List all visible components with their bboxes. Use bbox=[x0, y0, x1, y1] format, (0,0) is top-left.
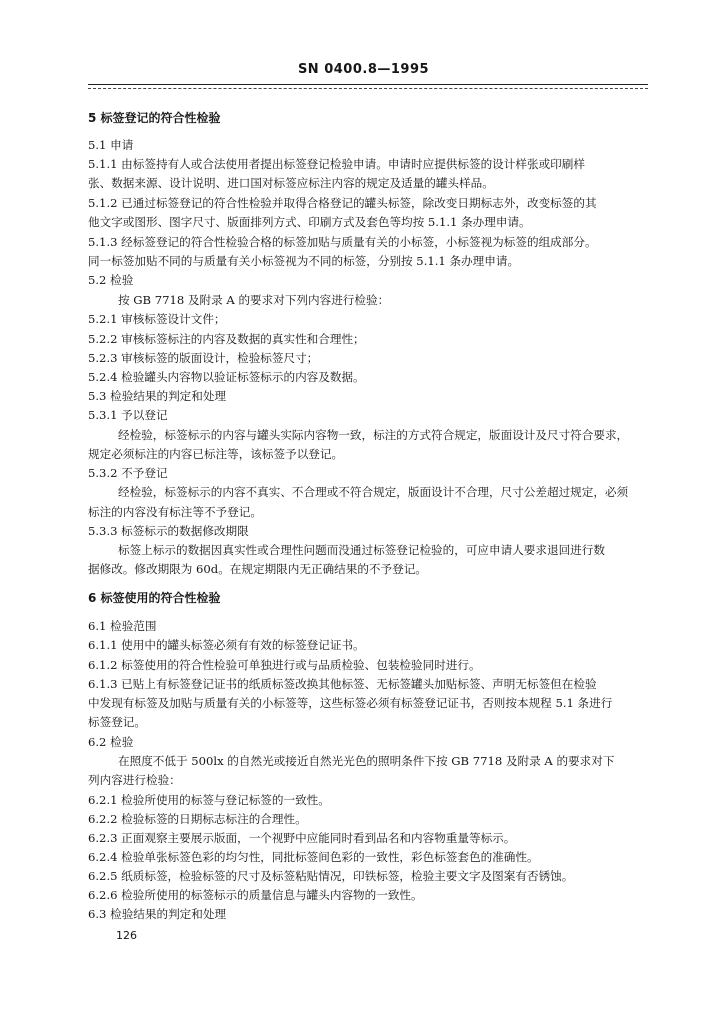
section-5-3-heading: 5.3 检验结果的判定和处理 bbox=[88, 389, 227, 403]
item-6-2-1: 6.2.1 检验所使用的标签与登记标签的一致性。 bbox=[88, 793, 330, 807]
section-5-heading: 5 标签登记的符合性检验 bbox=[88, 111, 221, 125]
para-5-3-2: 经检验，标签标示的内容不真实、不合理或不符合规定，版面设计不合理，尺寸公差超过规定，必须 bbox=[118, 485, 629, 499]
item-6-2-5: 6.2.5 纸质标签，检验标签的尺寸及标签粘贴情况，印铁标签，检验主要文字及图案有否锈蚀。 bbox=[88, 869, 574, 883]
para-6-1-3: 6.1.3 已贴上有标签登记证书的纸质标签改换其他标签、无标签罐头加贴标签、声明无标签但在检验 bbox=[88, 677, 597, 691]
para-5-3-2-cont: 标注的内容没有标注等不予登记。 bbox=[88, 505, 262, 519]
item-5-2-2: 5.2.2 审核标签标注的内容及数据的真实性和合理性； bbox=[88, 332, 365, 346]
para-6-2-intro-cont: 列内容进行检验： bbox=[88, 773, 181, 787]
item-6-1-1: 6.1.1 使用中的罐头标签必须有有效的标签登记证书。 bbox=[88, 638, 365, 652]
para-5-3-3: 标签上标示的数据因真实性或合理性问题而没通过标签登记检验的，可应申请人要求退回进行数 bbox=[118, 543, 605, 557]
section-6-2-heading: 6.2 检验 bbox=[88, 735, 134, 749]
para-5-2-intro: 按 GB 7718 及附录 A 的要求对下列内容进行检验： bbox=[118, 293, 390, 307]
standard-number-header: SN 0400.8—1995 bbox=[297, 62, 430, 77]
section-5-2-heading: 5.2 检验 bbox=[88, 273, 134, 287]
para-5-3-1-cont: 规定必须标注的内容已标注等，该标签予以登记。 bbox=[88, 447, 344, 461]
header-rule-dashed bbox=[88, 88, 648, 89]
para-5-1-3-cont: 同一标签加贴不同的与质量有关小标签视为不同的标签，分别按 5.1.1 条办理申请。 bbox=[88, 254, 520, 268]
item-5-2-1: 5.2.1 审核标签设计文件； bbox=[88, 312, 226, 326]
header-rule bbox=[88, 84, 648, 85]
para-6-1-3-end: 标签登记。 bbox=[88, 715, 146, 729]
item-6-1-2: 6.1.2 标签使用的符合性检验可单独进行或与品质检验、包装检验同时进行。 bbox=[88, 658, 481, 672]
para-5-3-1: 经检验，标签标示的内容与罐头实际内容物一致，标注的方式符合规定，版面设计及尺寸符合要求， bbox=[118, 428, 629, 442]
para-5-1-1-cont: 张、数据来源、设计说明、进口国对标签应标注内容的规定及适量的罐头样品。 bbox=[88, 176, 494, 190]
para-5-1-3: 5.1.3 经标签登记的符合性检验合格的标签加贴与质量有关的小标签，小标签视为标签的组成部分。 bbox=[88, 235, 597, 249]
page-number: 126 bbox=[116, 929, 137, 942]
para-5-1-2: 5.1.2 已通过标签登记的符合性检验并取得合格登记的罐头标签，除改变日期标志外，改变标签的其 bbox=[88, 196, 597, 210]
section-5-1-heading: 5.1 申请 bbox=[88, 138, 134, 152]
para-5-3-3-cont: 据修改。修改期限为 60d。在规定期限内无正确结果的不予登记。 bbox=[88, 562, 427, 576]
item-5-2-4: 5.2.4 检验罐头内容物以验证标签标示的内容及数据。 bbox=[88, 370, 365, 384]
item-6-2-4: 6.2.4 检验单张标签色彩的均匀性，同批标签间色彩的一致性，彩色标签套色的准确性。 bbox=[88, 850, 539, 864]
para-5-1-2-cont: 他文字或图形、图字尺寸、版面排列方式、印刷方式及套色等均按 5.1.1 条办理申请。 bbox=[88, 215, 531, 229]
para-5-1-1: 5.1.1 由标签持有人或合法使用者提出标签登记检验申请。申请时应提供标签的设计样张或印刷样 bbox=[88, 157, 585, 171]
section-6-heading: 6 标签使用的符合性检验 bbox=[88, 591, 221, 605]
section-6-1-heading: 6.1 检验范围 bbox=[88, 619, 157, 633]
section-6-3-heading: 6.3 检验结果的判定和处理 bbox=[88, 907, 227, 921]
section-5-3-1-heading: 5.3.1 予以登记 bbox=[88, 408, 168, 422]
section-5-3-2-heading: 5.3.2 不予登记 bbox=[88, 466, 168, 480]
item-6-2-2: 6.2.2 检验标签的日期标志标注的合理性。 bbox=[88, 812, 307, 826]
para-6-1-3-cont: 中发现有标签及加贴与质量有关的小标签等，这些标签必须有标签登记证书，否则按本规程 5.1 条进行 bbox=[88, 696, 613, 710]
item-5-2-3: 5.2.3 审核标签的版面设计，检验标签尺寸； bbox=[88, 351, 319, 365]
item-6-2-3: 6.2.3 正面观察主要展示版面，一个视野中应能同时看到品名和内容物重量等标示。 bbox=[88, 831, 516, 845]
item-6-2-6: 6.2.6 检验所使用的标签标示的质量信息与罐头内容物的一致性。 bbox=[88, 888, 423, 902]
section-5-3-3-heading: 5.3.3 标签标示的数据修改期限 bbox=[88, 524, 249, 538]
para-6-2-intro: 在照度不低于 500lx 的自然光或接近自然光光色的照明条件下按 GB 7718 及附录 A 的要求对下 bbox=[118, 754, 615, 768]
